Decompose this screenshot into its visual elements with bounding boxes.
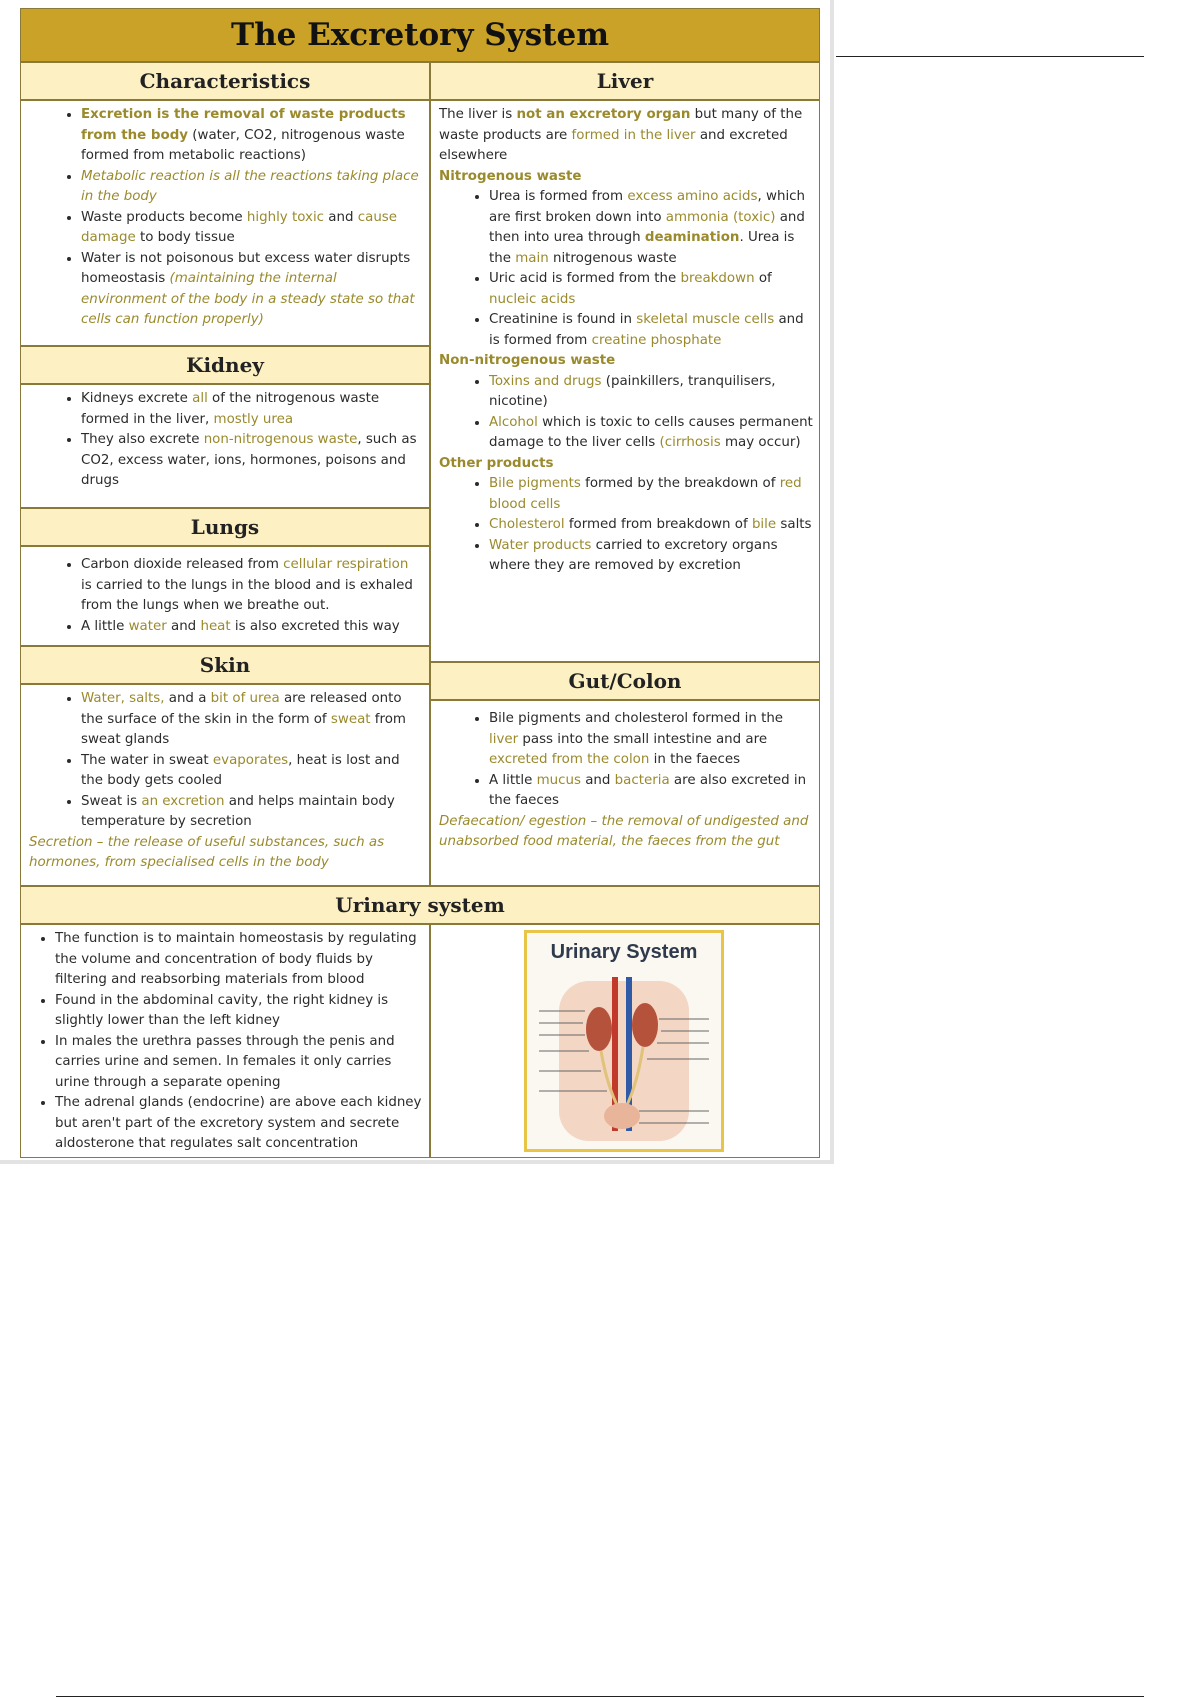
- text-run: nitrogenous waste: [548, 250, 677, 266]
- text-run: an excretion: [141, 793, 225, 809]
- liver-heading: Liver: [430, 62, 820, 100]
- text-run: , heat is lost and the body gets cooled: [81, 752, 400, 788]
- text-run: (maintaining the internal environment of the body in a steady state so that cells can function properly): [81, 271, 415, 327]
- text-run: Toxins and drugs: [489, 373, 602, 389]
- lungs-box: [20, 546, 430, 646]
- list-item: [81, 105, 423, 167]
- figure-title: Urinary System: [550, 941, 698, 963]
- text-run: Sweat is: [81, 793, 142, 809]
- characteristics-list: [29, 105, 423, 331]
- list-item: [81, 208, 423, 249]
- list-item: [489, 269, 813, 310]
- defaecation-note: Defaecation/ egestion – the removal of undigested and unabsorbed food material, the faeces from the gut: [439, 813, 809, 849]
- text-run: from sweat glands: [81, 711, 406, 747]
- text-run: In males the urethra passes through the penis and carries urine and semen. In females it only carries urine through a separate opening: [55, 1033, 395, 1090]
- divider-line-bottom: [56, 1696, 1144, 1697]
- text-run: skeletal muscle cells: [636, 312, 775, 327]
- text-run: and then into urea through: [489, 209, 805, 245]
- list-item: [489, 372, 813, 413]
- skin-heading: Skin: [20, 646, 430, 684]
- other-products-list: [439, 474, 813, 577]
- urinary-system-figure: [524, 930, 724, 1152]
- text-run: They also excrete: [81, 432, 204, 447]
- other-products-label: Other products: [439, 455, 554, 471]
- text-run: formed in the liver: [571, 127, 696, 143]
- text-run: Cholesterol: [489, 517, 565, 532]
- text-run: Excretion is the removal of waste products from the body: [81, 107, 406, 143]
- text-run: may occur): [720, 435, 801, 450]
- lungs-list: [29, 555, 423, 637]
- text-run: . Urea is the: [489, 230, 795, 266]
- list-item: [81, 389, 423, 430]
- urinary-system-heading: Urinary system: [20, 886, 820, 924]
- text-run: non-nitrogenous waste: [203, 432, 358, 447]
- text-run: evaporates: [212, 752, 289, 768]
- text-run: carried to excretory organs where they are removed by excretion: [489, 537, 778, 573]
- list-item: [55, 991, 423, 1032]
- list-item: [81, 167, 423, 208]
- text-run: which is toxic to cells causes permanent damage to the liver cells: [489, 414, 813, 450]
- list-item: [55, 1093, 423, 1155]
- list-item: [81, 249, 423, 331]
- text-run: The water in sweat: [81, 752, 213, 768]
- urinary-system-box: [20, 924, 430, 1158]
- list-item: [489, 413, 813, 454]
- characteristics-heading: Characteristics: [20, 62, 430, 100]
- text-run: red blood cells: [489, 476, 802, 512]
- text-run: and a: [164, 691, 211, 706]
- text-run: mostly urea: [213, 411, 294, 427]
- text-run: Bile pigments: [489, 476, 581, 491]
- text-run: (water, CO2, nitrogenous waste formed from metabolic reactions): [81, 127, 405, 163]
- kidney-box: [20, 384, 430, 508]
- list-item: [489, 474, 813, 515]
- list-item: [81, 617, 423, 638]
- non-nitrogenous-waste-label: Non-nitrogenous waste: [439, 353, 616, 368]
- text-run: main: [515, 250, 549, 266]
- text-run: breakdown: [680, 271, 755, 286]
- nitrogenous-waste-list: [439, 187, 813, 351]
- nitrogenous-waste-label: Nitrogenous waste: [439, 168, 582, 184]
- text-run: Urea is formed from: [489, 189, 628, 204]
- text-run: and helps maintain body temperature by secretion: [81, 793, 395, 829]
- text-run: Creatinine is found in: [489, 312, 637, 327]
- text-run: is also excreted this way: [230, 618, 400, 634]
- text-run: A little: [81, 618, 129, 634]
- list-item: [489, 310, 813, 351]
- text-run: are also excreted in the faeces: [489, 772, 807, 808]
- list-item: [55, 1032, 423, 1094]
- text-run: are released onto the surface of the skin in the form of: [81, 691, 402, 727]
- text-run: formed by the breakdown of: [580, 476, 780, 491]
- text-run: salts: [776, 517, 812, 532]
- divider-line-top: [836, 56, 1144, 57]
- text-run: of the nitrogenous waste formed in the liver,: [81, 391, 380, 427]
- text-run: formed from breakdown of: [564, 517, 752, 532]
- list-item: [81, 555, 423, 617]
- text-run: pass into the small intestine and are: [518, 731, 768, 747]
- text-run: and: [166, 618, 201, 634]
- text-run: all: [192, 391, 208, 406]
- text-run: bit of urea: [210, 691, 280, 706]
- gut-colon-heading: Gut/Colon: [430, 662, 820, 700]
- text-run: Water is not poisonous but excess water disrupts homeostasis: [81, 250, 411, 286]
- list-item: [489, 187, 813, 269]
- text-run: Carbon dioxide released from: [81, 557, 284, 572]
- text-run: bacteria: [614, 772, 670, 788]
- text-run: Water, salts,: [81, 691, 165, 706]
- list-item: [55, 929, 423, 991]
- text-run: but many of the waste products are: [439, 107, 803, 143]
- list-item: [81, 689, 423, 751]
- document-sheet: [0, 0, 834, 1164]
- list-item: [489, 515, 813, 536]
- text-run: mucus: [536, 772, 581, 788]
- characteristics-box: [20, 100, 430, 346]
- list-item: [489, 709, 813, 771]
- text-run: Metabolic reaction is all the reactions taking place in the body: [81, 168, 419, 204]
- text-run: A little: [489, 772, 537, 788]
- text-run: is carried to the lungs in the blood and is exhaled from the lungs when we breathe out.: [81, 577, 413, 613]
- text-run: sweat: [330, 711, 371, 727]
- liver-intro: [439, 105, 813, 167]
- text-run: (painkillers, tranquilisers, nicotine): [489, 373, 776, 409]
- text-run: and: [324, 209, 358, 225]
- text-run: cellular respiration: [283, 557, 409, 572]
- text-run: Alcohol: [489, 414, 538, 430]
- text-run: , such as CO2, excess water, ions, hormones, poisons and drugs: [81, 432, 417, 488]
- secretion-note: Secretion – the release of useful substances, such as hormones, from specialised cells in the body: [29, 834, 385, 870]
- list-item: [81, 430, 423, 492]
- kidney-list: [29, 389, 423, 492]
- text-run: The adrenal glands (endocrine) are above each kidney but aren't part of the excretory system and secrete aldosterone that regulates salt concentration: [55, 1095, 422, 1151]
- list-item: [489, 536, 813, 577]
- text-run: deamination: [644, 230, 740, 245]
- text-run: and: [580, 772, 615, 788]
- text-run: highly toxic: [246, 209, 325, 225]
- gut-colon-box: [430, 700, 820, 886]
- document-title: The Excretory System: [20, 8, 820, 62]
- text-run: and excreted elsewhere: [439, 127, 788, 163]
- text-run: The function is to maintain homeostasis by regulating the volume and concentration of body fluids by filtering and reabsorbing materials from blood: [55, 931, 417, 987]
- text-run: nucleic acids: [489, 291, 576, 307]
- text-run: Uric acid is formed from the: [489, 271, 681, 286]
- text-run: Bile pigments and cholesterol formed in the: [489, 711, 784, 726]
- gut-colon-list: [439, 709, 813, 812]
- liver-box: [430, 100, 820, 662]
- text-run: to body tissue: [135, 230, 235, 245]
- text-run: Found in the abdominal cavity, the right kidney is slightly lower than the left kidney: [55, 992, 389, 1028]
- list-item: [489, 771, 813, 812]
- text-run: creatine phosphate: [591, 332, 722, 348]
- text-run: Kidneys excrete: [81, 391, 193, 406]
- list-item: [81, 751, 423, 792]
- text-run: bile: [751, 517, 777, 532]
- text-run: , which are first broken down into: [489, 189, 806, 225]
- urinary-system-list: [29, 929, 423, 1155]
- skin-list: [29, 689, 423, 833]
- non-nitrogenous-waste-list: [439, 372, 813, 454]
- text-run: excreted from the colon: [489, 752, 650, 767]
- text-run: heat: [200, 618, 231, 634]
- text-run: (cirrhosis: [659, 435, 721, 450]
- list-item: [81, 792, 423, 833]
- kidney-heading: Kidney: [20, 346, 430, 384]
- urinary-anatomy-illustration: [527, 971, 721, 1151]
- text-run: not an excretory organ: [516, 107, 691, 122]
- text-run: excess amino acids: [627, 189, 758, 204]
- text-run: ammonia (toxic): [665, 209, 776, 225]
- text-run: Water products: [489, 537, 592, 553]
- skin-box: [20, 684, 430, 886]
- text-run: in the faeces: [649, 752, 741, 767]
- text-run: and is formed from: [489, 312, 804, 348]
- text-run: of: [754, 271, 772, 286]
- text-run: cause damage: [81, 209, 398, 245]
- text-run: The liver is: [439, 107, 517, 122]
- text-run: Waste products become: [81, 209, 247, 225]
- lungs-heading: Lungs: [20, 508, 430, 546]
- text-run: water: [128, 618, 167, 634]
- text-run: liver: [489, 731, 519, 747]
